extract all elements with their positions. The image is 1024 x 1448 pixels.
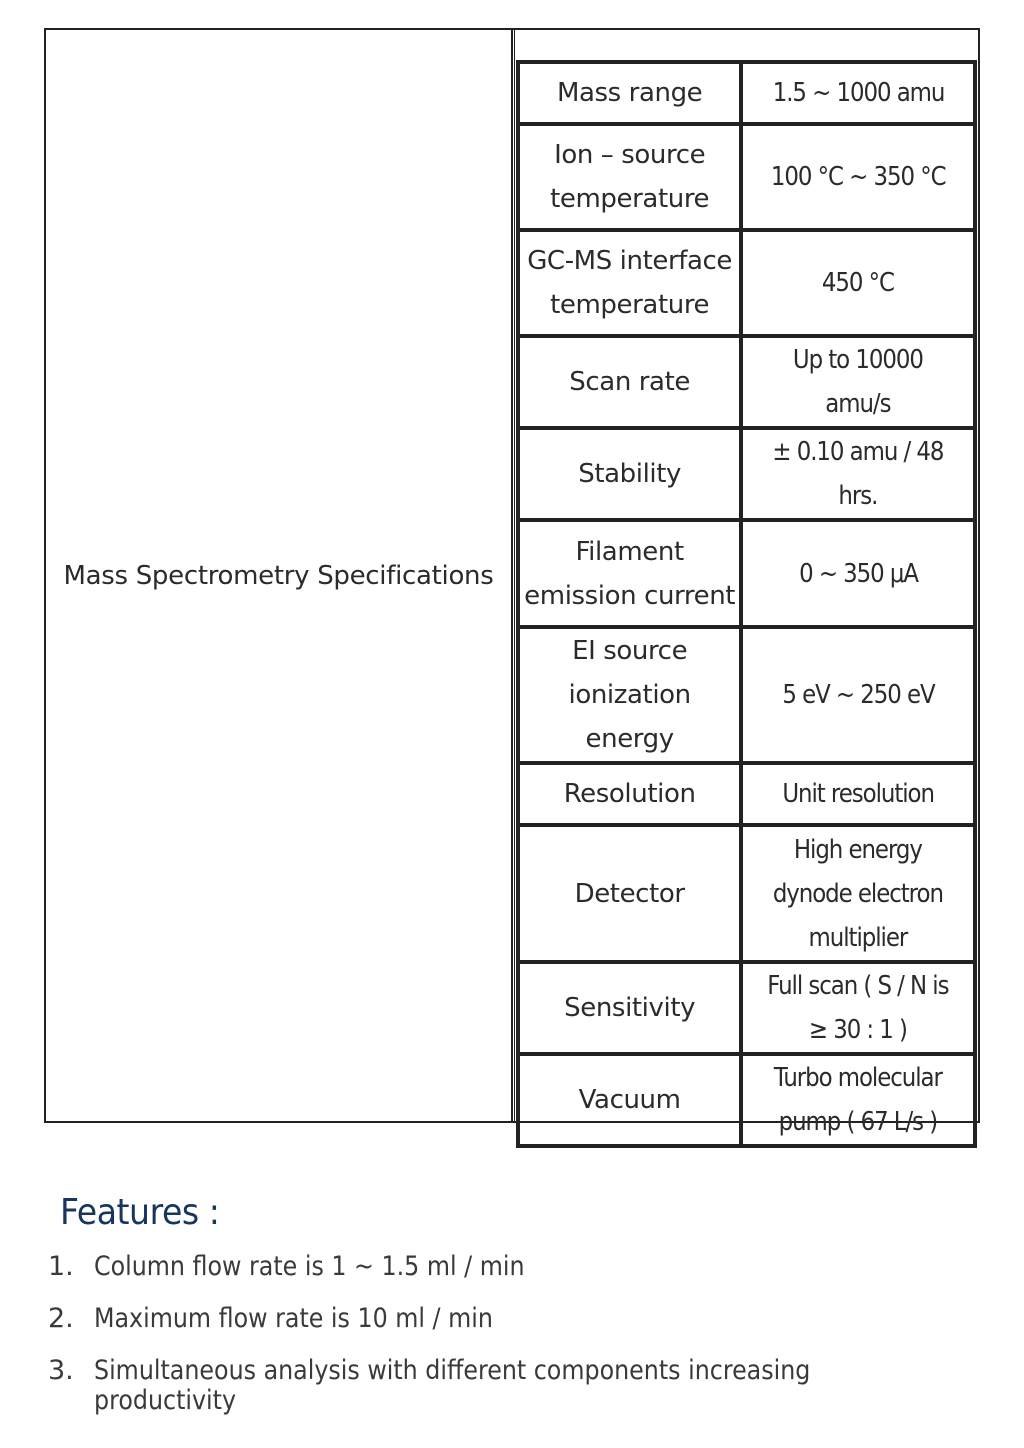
list-item-number: 3. xyxy=(48,1355,74,1386)
features-list xyxy=(48,1252,948,1438)
spec-param: Detector xyxy=(518,825,741,962)
spec-table xyxy=(44,28,980,1137)
spec-param: Vacuum xyxy=(518,1054,741,1146)
spec-param: EI source ionization energy xyxy=(518,627,741,763)
list-item-text: Maximum flow rate is 10 ml / min xyxy=(94,1303,493,1334)
list-item-number: 2. xyxy=(48,1303,74,1334)
list-item xyxy=(48,1252,948,1282)
spec-value: Turbo molecular pump ( 67 L/s ) xyxy=(741,1054,975,1146)
spec-value: ± 0.10 amu / 48 hrs. xyxy=(741,428,975,520)
spec-param: Scan rate xyxy=(518,336,741,428)
spec-value: Unit resolution xyxy=(741,763,975,825)
spec-value: 100 °C ~ 350 °C xyxy=(741,124,975,230)
features-heading: Features : xyxy=(60,1192,220,1233)
table-row xyxy=(518,336,975,428)
table-row xyxy=(518,763,975,825)
spec-value: Up to 10000 amu/s xyxy=(741,336,975,428)
table-divider xyxy=(511,30,515,1121)
list-item xyxy=(48,1304,948,1334)
spec-param: Resolution xyxy=(518,763,741,825)
table-row xyxy=(518,62,975,124)
spec-value: 0 ~ 350 μA xyxy=(741,520,975,627)
table-row xyxy=(518,230,975,336)
spec-param: Filament emission current xyxy=(518,520,741,627)
table-row xyxy=(518,825,975,962)
spec-value: 5 eV ~ 250 eV xyxy=(741,627,975,763)
table-row xyxy=(518,1054,975,1146)
spec-param: Stability xyxy=(518,428,741,520)
list-item-number: 1. xyxy=(48,1251,74,1282)
spec-section-label: Mass Spectrometry Specifications xyxy=(63,560,494,591)
list-item xyxy=(48,1356,948,1416)
spec-param: Ion – source temperature xyxy=(518,124,741,230)
spec-value: 1.5 ~ 1000 amu xyxy=(741,62,975,124)
spec-value: 450 °C xyxy=(741,230,975,336)
table-row xyxy=(518,627,975,763)
spec-value: High energy dynode electron multiplier xyxy=(741,825,975,962)
table-row xyxy=(518,520,975,627)
table-row xyxy=(518,428,975,520)
table-row xyxy=(518,962,975,1054)
table-row xyxy=(518,124,975,230)
spec-param: Sensitivity xyxy=(518,962,741,1054)
spec-param: GC-MS interface temperature xyxy=(518,230,741,336)
spec-value: Full scan ( S / N is ≥ 30 : 1 ) xyxy=(741,962,975,1054)
spec-param: Mass range xyxy=(518,62,741,124)
list-item-text: Column flow rate is 1 ~ 1.5 ml / min xyxy=(94,1251,525,1282)
list-item-text: Simultaneous analysis with different components increasing productivity xyxy=(94,1355,811,1416)
spec-inner-table xyxy=(516,60,977,1148)
